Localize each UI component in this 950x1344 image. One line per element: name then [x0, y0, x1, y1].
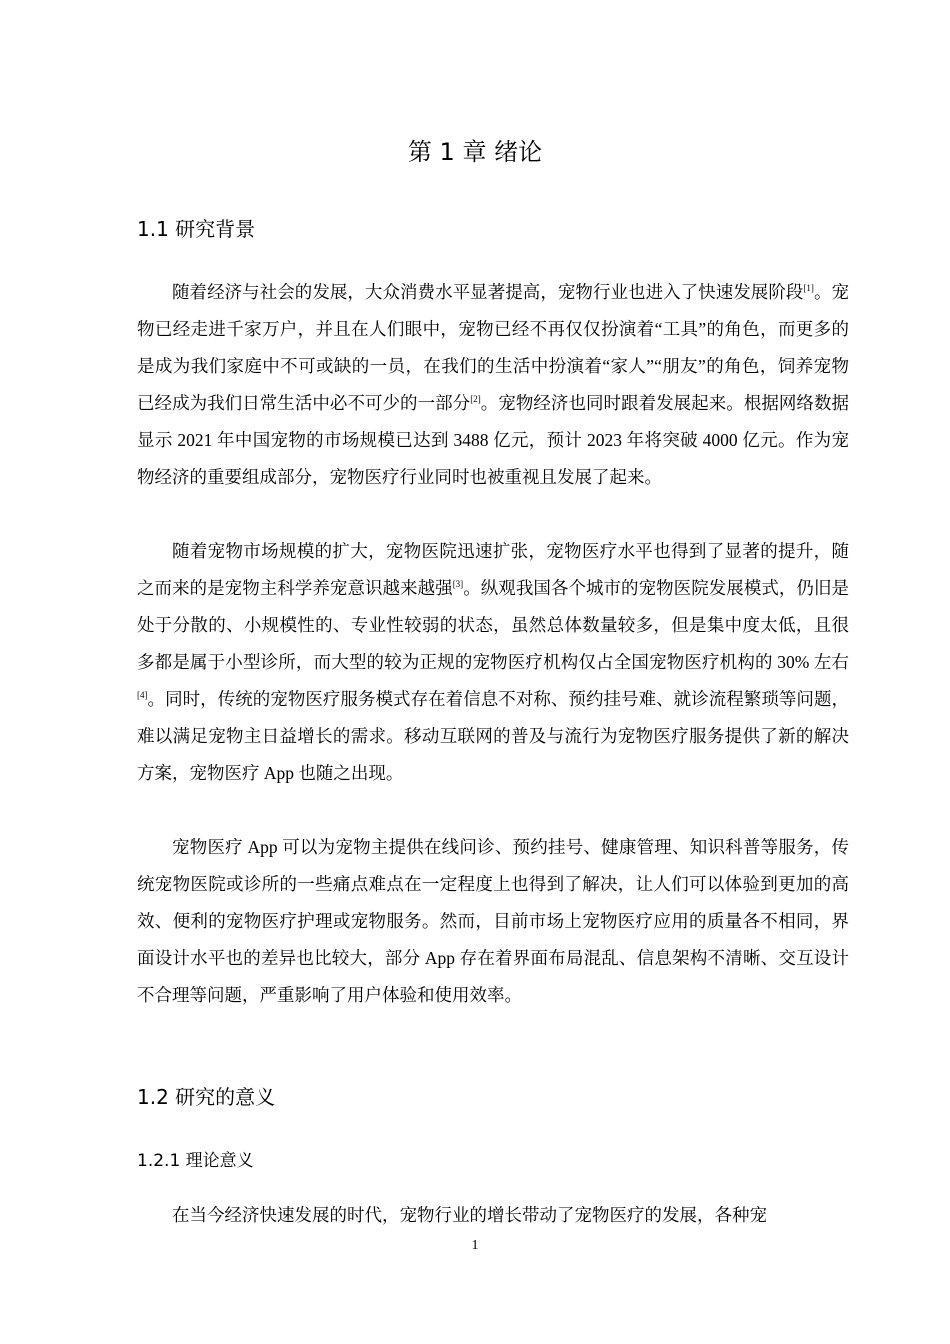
- paragraph-text: 。纵观我国各个城市的宠物医院发展模式，仍旧是处于分散的、小规模性的、专业性较弱的状态，虽然总体数量较多，但是集中度太低，且很多都是属于小型诊所，而大型的较为正规的宠物医疗机构仅占全国宠物医疗机构的 30% 左右: [137, 578, 850, 672]
- paragraph-text: 随着经济与社会的发展，大众消费水平显著提高，宠物行业也进入了快速发展阶段: [172, 282, 804, 302]
- paragraph: [137, 533, 849, 792]
- paragraph-text: 随着宠物市场规模的扩大，宠物医院迅速扩张，宠物医疗水平也得到了显著的提升，随之而来的是宠物主科学养宠意识越来越强: [137, 541, 849, 598]
- citation-ref: [1]: [803, 283, 814, 294]
- section-title-significance: 1.2 研究的意义: [137, 1085, 276, 1109]
- subsection-title-theoretical: 1.2.1 理论意义: [137, 1151, 254, 1171]
- paragraph-text: 。宠物经济也同时跟着发展起来。根据网络数据显示 2021 年中国宠物的市场规模已达到 3488 亿元，预计 2023 年将突破 4000 亿元。作为宠物经济的重要组成部分，宠物医疗行业同时也被重视且发展了起来。: [137, 393, 850, 487]
- citation-ref: [2]: [470, 394, 481, 405]
- citation-ref: [4]: [137, 690, 148, 701]
- paragraph-text: 。同时，传统的宠物医疗服务模式存在着信息不对称、预约挂号难、就诊流程繁琐等问题，难以满足宠物主日益增长的需求。移动互联网的普及与流行为宠物医疗服务提供了新的解决方案，宠物医疗 App 也随之出现。: [137, 689, 849, 783]
- paragraph: [137, 829, 849, 1014]
- citation-ref: [3]: [452, 579, 464, 590]
- paragraph-text: 宠物医疗 App 可以为宠物主提供在线问诊、预约挂号、健康管理、知识科普等服务，传统宠物医院或诊所的一些痛点难点在一定程度上也得到了解决，让人们可以体验到更加的高效、便利的宠物医疗护理或宠物服务。然而，目前市场上宠物医疗应用的质量各不相同，界面设计水平也的差异也比较大，部分 App 存在着界面布局混乱、信息架构不清晰、交互设计不合理等问题，严重影响了用户体验和使用效率。: [137, 837, 849, 1005]
- paragraph-text: 。宠物已经走进千家万户，并且在人们眼中，宠物已经不再仅仅扮演着“工具”的角色，而更多的是成为我们家庭中不可或缺的一员，在我们的生活中扮演着“家人”“朋友”的角色，饲养宠物已经成为我们日常生活中必不可少的一部分: [137, 282, 850, 413]
- paragraph-text: 在当今经济快速发展的时代，宠物行业的增长带动了宠物医疗的发展，各种宠: [172, 1205, 767, 1225]
- paragraph: [137, 274, 849, 496]
- section-title-background: 1.1 研究背景: [137, 217, 256, 241]
- chapter-title: 第 1 章 绪论: [407, 138, 543, 166]
- paragraph: [137, 1197, 849, 1234]
- page-number: 1: [471, 1238, 479, 1253]
